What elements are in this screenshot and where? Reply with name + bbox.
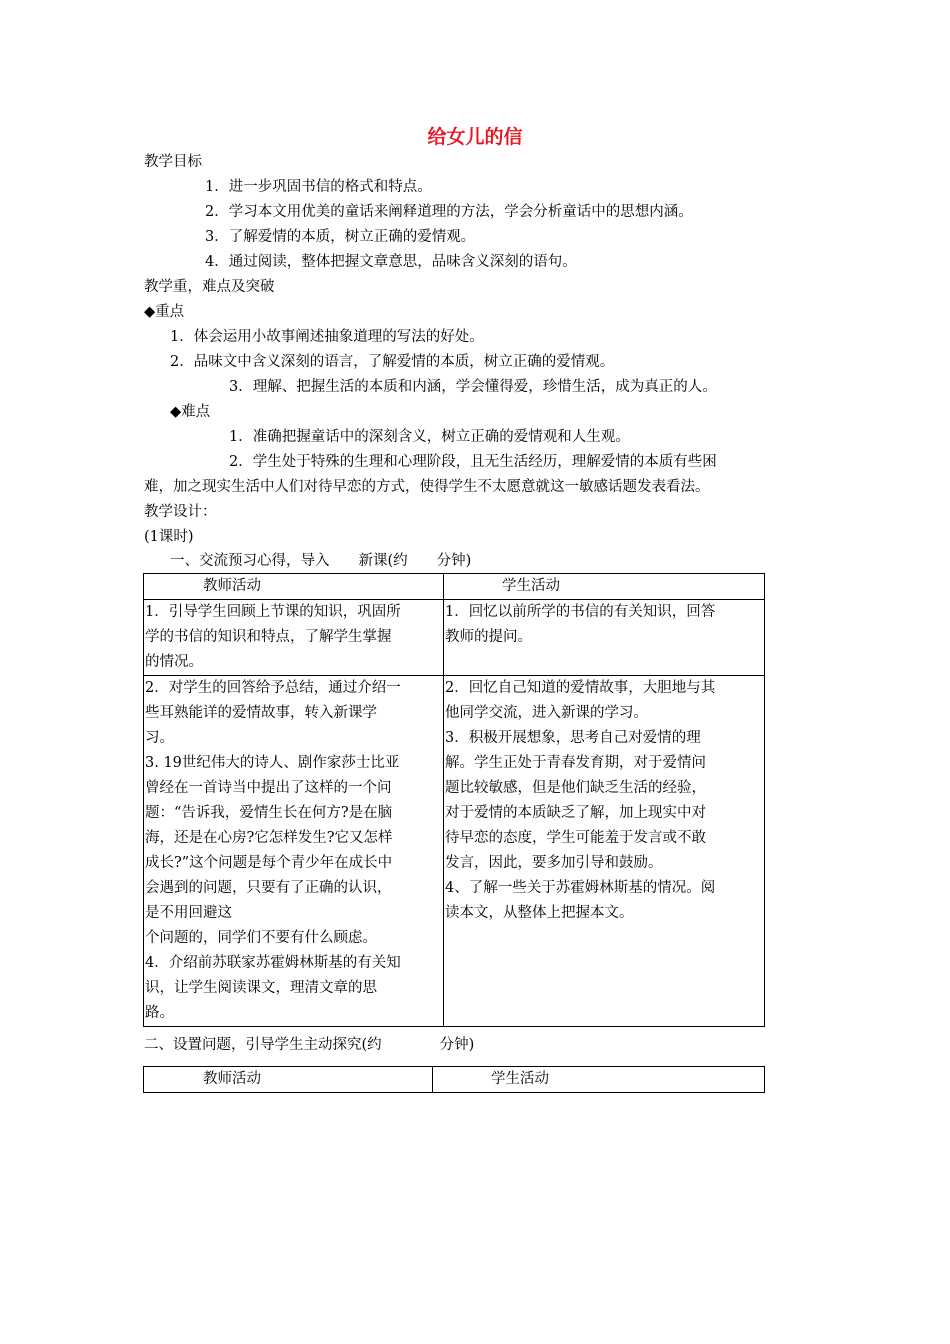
design-heading: 教学设计： [144, 504, 217, 520]
table-header-cell: 教师活动 [144, 1067, 433, 1093]
page-title: 给女儿的信 [427, 126, 523, 148]
key-points-heading: ◆重点 [144, 304, 185, 320]
focus-heading: 教学重，难点及突破 [144, 279, 275, 295]
difficulty-item: 难，加之现实生活中人们对待早恋的方式，使得学生不太愿意就这一敏感话题发表看法。 [144, 479, 710, 495]
section-two-heading: 二、设置问题，引导学生主动探究(约 分钟) [144, 1037, 475, 1053]
goal-item: 4．通过阅读，整体把握文章意思，品味含义深刻的语句。 [205, 254, 577, 270]
student-activity-cell: 2．回忆自己知道的爱情故事，大胆地与其 他同学交流，进入新课的学习。 3．积极开展想象，思考自己对爱情的理 解。学生正处于青春发育期，对于爱情问 题比较敏感，但是他们缺乏生活的经验， 对于爱情的本质缺乏了解，加上现实中对 待早恋的态度，学生可能羞于发言或不敢 发言，因此，要多加引导和鼓励。 4、了解一些关于苏霍姆林斯基的情况。阅 读本文，从整体上把握本文。 [444, 676, 765, 1027]
table-header-cell: 教师活动 [144, 574, 444, 600]
key-point-item: 3．理解、把握生活的本质和内涵，学会懂得爱，珍惜生活，成为真正的人。 [229, 379, 717, 395]
student-activity-cell: 1．回忆以前所学的书信的有关知识，回答 教师的提问。 [444, 600, 765, 676]
goal-item: 3．了解爱情的本质，树立正确的爱情观。 [205, 229, 476, 245]
difficulty-item: 2．学生处于特殊的生理和心理阶段，且无生活经历，理解爱情的本质有些困 [229, 454, 717, 470]
teacher-activity-cell: 1．引导学生回顾上节课的知识，巩固所 学的书信的知识和特点，了解学生掌握 的情况。 [144, 600, 444, 676]
key-point-item: 2．品味文中含义深刻的语言，了解爱情的本质，树立正确的爱情观。 [170, 354, 615, 370]
class-period: (1课时) [144, 529, 194, 545]
table-header-cell: 学生活动 [444, 574, 765, 600]
activity-table-2 [143, 1066, 765, 1093]
difficulty-heading: ◆难点 [170, 404, 211, 420]
table-header-row [144, 574, 765, 600]
difficulty-item: 1．准确把握童话中的深刻含义，树立正确的爱情观和人生观。 [229, 429, 630, 445]
teacher-activity-cell: 2．对学生的回答给予总结，通过介绍一 些耳熟能详的爱情故事，转入新课学 习。 3. 19世纪伟大的诗人、剧作家莎士比亚 曾经在一首诗当中提出了这样的一个问 题：“告诉我，爱情生长在何方?是在脑 海，还是在心房?它怎样发生?它又怎样 成长?”这个问题是每个青少年在成长中 会遇到的问题，只要有了正确的认识， 是不用回避这 个问题的，同学们不要有什么顾虑。 4．介绍前苏联家苏霍姆林斯基的有关知 识，让学生阅读课文，理清文章的思 路。 [144, 676, 444, 1027]
section-one-heading: 一、交流预习心得，导入 新课(约 分钟) [170, 553, 472, 569]
goal-item: 1．进一步巩固书信的格式和特点。 [205, 179, 432, 195]
table-row [144, 676, 765, 1027]
activity-table-1 [143, 573, 765, 1027]
table-row [144, 600, 765, 676]
goal-item: 2．学习本文用优美的童话来阐释道理的方法，学会分析童话中的思想内涵。 [205, 204, 693, 220]
table-header-cell: 学生活动 [433, 1067, 765, 1093]
key-point-item: 1．体会运用小故事阐述抽象道理的写法的好处。 [170, 329, 484, 345]
goals-heading: 教学目标 [144, 154, 202, 170]
table-header-row [144, 1067, 765, 1093]
